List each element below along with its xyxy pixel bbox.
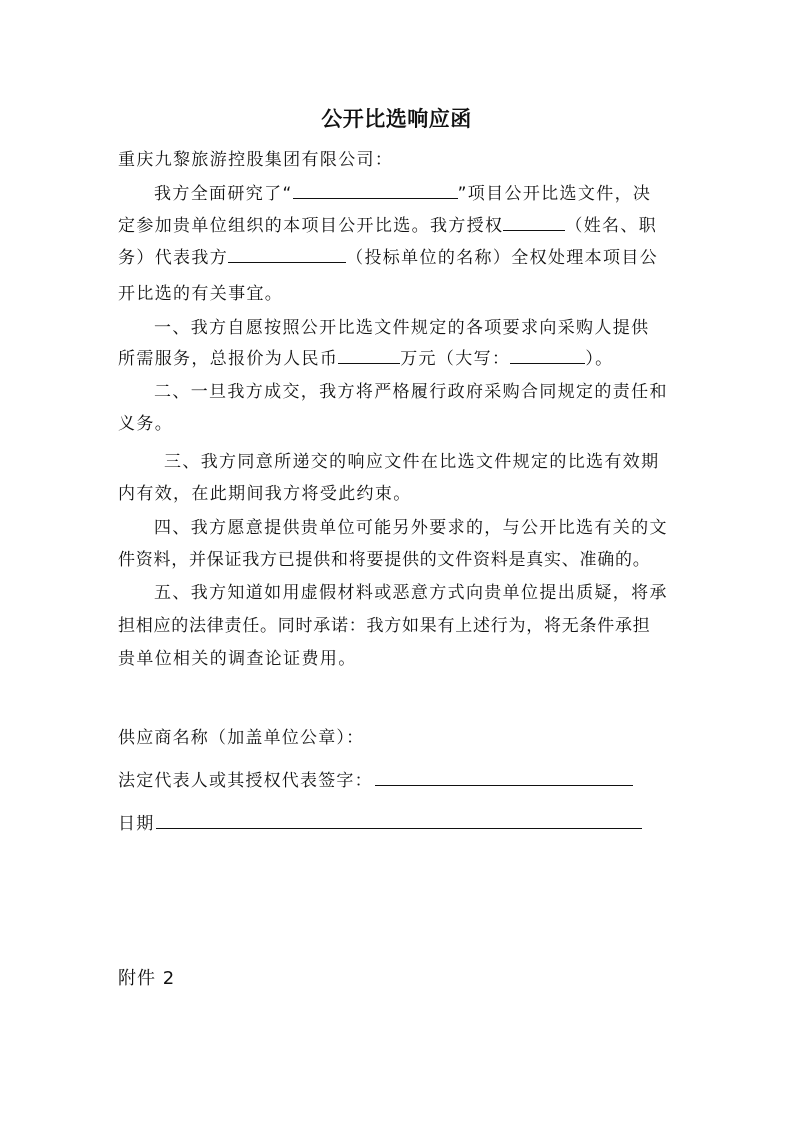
item4-line-1: 四、我方愿意提供贵单位可能另外要求的，与公开比选有关的文 [154, 518, 668, 538]
price-number-blank [338, 348, 400, 364]
item1-line-2 [118, 348, 678, 370]
intro-text: ”项目公开比选文件，决 [457, 184, 652, 204]
item5-line-2: 担相应的法律责任。同时承诺：我方如果有上述行为，将无条件承担 [118, 616, 651, 636]
item4-line-2: 件资料，并保证我方已提供和将要提供的文件资料是真实、准确的。 [118, 550, 651, 570]
item1-text: 所需服务，总报价为人民币 [118, 349, 339, 369]
supplier-name-label: 供应商名称（加盖单位公章）： [118, 728, 365, 748]
date-label: 日期 [118, 814, 155, 834]
intro-text: 定参加贵单位组织的本项目公开比选。我方授权 [118, 216, 504, 236]
intro-line-4: 开比选的有关事宜。 [118, 284, 284, 304]
intro-text: 我方全面研究了“ [154, 184, 293, 204]
addressee: 重庆九黎旅游控股集团有限公司： [118, 150, 394, 170]
bidder-name-blank [228, 247, 346, 263]
item1-text: 万元（大写： [400, 349, 511, 369]
authorized-person-blank [503, 215, 565, 231]
date-blank [156, 813, 642, 829]
representative-label: 法定代表人或其授权代表签字： [118, 771, 373, 791]
representative-signature-line [118, 770, 633, 792]
intro-line-1 [118, 183, 714, 205]
attachment-label: 附件 2 [118, 968, 176, 989]
item1-line-1: 一、我方自愿按照公开比选文件规定的各项要求向采购人提供 [154, 318, 650, 338]
page-title: 公开比选响应函 [321, 107, 472, 131]
intro-text: 务）代表我方 [118, 248, 229, 268]
intro-text: （投标单位的名称）全权处理本项目公 [346, 248, 659, 268]
item5-line-1: 五、我方知道如用虚假材料或恶意方式向贵单位提出质疑，将承 [154, 583, 668, 603]
price-words-blank [510, 348, 585, 364]
date-line [118, 813, 642, 835]
intro-text: （姓名、职 [565, 216, 658, 236]
intro-line-3 [118, 247, 678, 269]
signature-blank [375, 770, 633, 786]
intro-line-2 [118, 215, 678, 237]
item5-line-3: 贵单位相关的调查论证费用。 [118, 649, 357, 669]
item3-line-2: 内有效，在此期间我方将受此约束。 [118, 484, 412, 504]
item2-line-1: 二、一旦我方成交，我方将严格履行政府采购合同规定的责任和 [154, 382, 668, 402]
item3-line-1: 三、我方同意所递交的响应文件在比选文件规定的比选有效期 [164, 452, 660, 472]
item1-text: ）。 [585, 349, 614, 369]
project-name-blank [293, 183, 458, 199]
item2-line-2: 义务。 [118, 414, 174, 434]
